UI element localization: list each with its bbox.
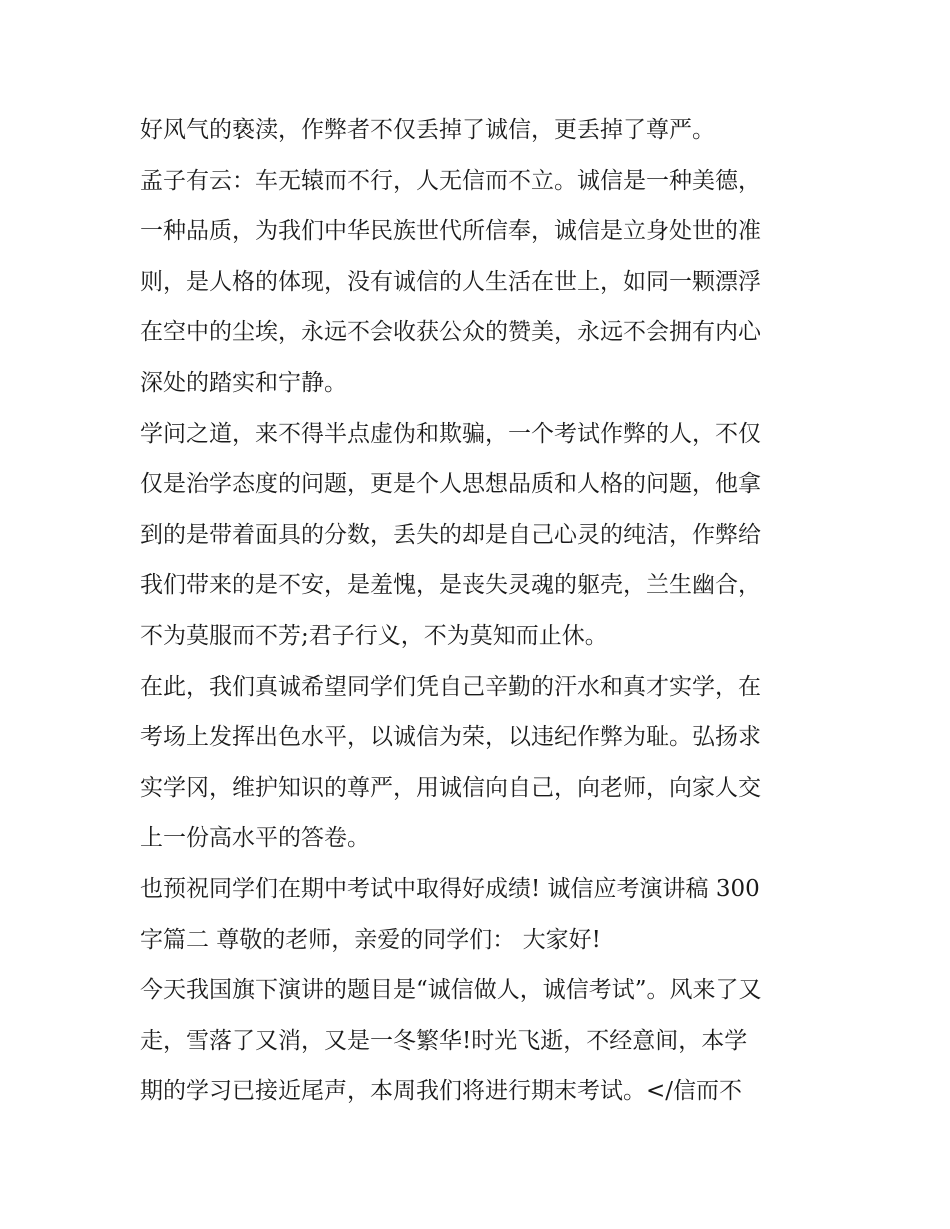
text-line: 考场上发挥出色水平，以诚信为荣，以违纪作弊为耻。弘扬求	[140, 724, 761, 751]
text-line: 好风气的亵渎，作弊者不仅丢掉了诚信，更丢掉了尊严。	[140, 117, 715, 143]
text-line: 深处的踏实和宁静。	[140, 369, 347, 396]
text-line: 在此，我们真诚希望同学们凭自己辛勤的汗水和真才实学，在	[140, 673, 761, 700]
text-line: 不为莫服而不芳;君子行义，不为莫知而止休。	[140, 622, 608, 649]
text-line: 今天我国旗下演讲的题目是“诚信做人，诚信考试”。风来了又	[140, 977, 762, 1004]
text-line: 也预祝同学们在期中考试中取得好成绩! 诚信应考演讲稿 300	[140, 875, 760, 902]
text-line: 我们带来的是不安，是羞愧，是丧失灵魂的躯壳，兰生幽合，	[140, 572, 761, 599]
text-line: 仅是治学态度的问题，更是个人思想品质和人格的问题，他拿	[140, 471, 761, 498]
text-line: 学问之道，来不得半点虚伪和欺骗，一个考试作弊的人，不仅	[140, 420, 761, 447]
text-line: 上一份高水平的答卷。	[140, 825, 370, 852]
text-line: 字篇二 尊敬的老师，亲爱的同学们： 大家好!	[140, 926, 601, 953]
text-line: 实学冈，维护知识的尊严，用诚信向自己，向老师，向家人交	[140, 774, 761, 801]
text-line: 一种品质，为我们中华民族世代所信奉，诚信是立身处世的准	[140, 218, 761, 245]
text-line: 孟子有云：车无辕而不行，人无信而不立。诚信是一种美德，	[140, 167, 761, 194]
text-line: 到的是带着面具的分数，丢失的却是自己心灵的纯洁，作弊给	[140, 521, 761, 548]
text-line: 走，雪落了又消，又是一冬繁华!时光飞逝，不经意间，本学	[140, 1027, 748, 1054]
text-line: 则，是人格的体现，没有诚信的人生活在世上，如同一颗漂浮	[140, 268, 761, 295]
text-line: 在空中的尘埃，永远不会收获公众的赞美，永远不会拥有内心	[140, 319, 761, 346]
document-body	[140, 105, 830, 1117]
text-line: 期的学习已接近尾声，本周我们将进行期末考试。</信而不	[140, 1078, 743, 1105]
